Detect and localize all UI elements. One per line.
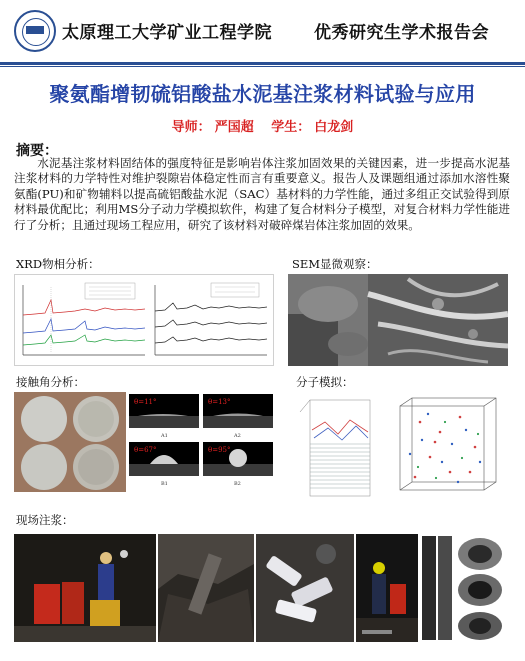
advisor-label: 导师： [171, 120, 211, 135]
angle-a1: θ=11° [134, 398, 157, 406]
borehole-images [420, 534, 512, 642]
xrd-label: XRD物相分析： [16, 257, 100, 271]
xrd-plots [15, 275, 273, 365]
poster-title: 聚氨酯增韧硫铝酸盐水泥基注浆材料试验与应用 [49, 82, 476, 106]
field-photo-2 [158, 534, 254, 642]
header-rule [0, 62, 525, 65]
label-a1: A1 [161, 433, 168, 439]
xrd-figure [14, 274, 274, 366]
forum-name: 优秀研究生学术报告会 [314, 23, 489, 43]
xrd-plot-right [155, 283, 267, 355]
xrd-plot-left [23, 283, 145, 355]
molecular-models [290, 392, 508, 504]
molecular-label: 分子模拟： [296, 375, 354, 389]
sem-image [288, 274, 508, 366]
sample-disks-photo [14, 392, 126, 492]
label-b1: B1 [161, 481, 168, 487]
abstract-heading: 摘要： [16, 143, 58, 159]
sem-micrograph [288, 274, 508, 366]
sem-label: SEM显微观察： [292, 257, 378, 271]
abstract-text: 水泥基注浆材料固结体的强度特征是影响岩体注浆加固效果的关键因素，进一步提高水泥基注浆材料的力学特性对维护裂隙岩体稳定性而言有重要意义。报告人及课题组通过添加水溶性聚氨酯(PU)和矿物辅料以提高硫铝酸盐水泥（SAC）基材料的力学性能，通过多组正交试验得到原材料最优配比；利用MS分子动力学模拟软件，构建了复合材料分子模型，对复合材料力学性能进行了分析；且通过现场工程应用，研究了该材料对破碎煤岩体注浆加固的效果。 [14, 156, 510, 232]
molecular-model-images [290, 392, 508, 504]
sample-disks [14, 392, 126, 492]
student-label: 学生： [271, 120, 311, 135]
box-model [400, 398, 496, 490]
field-grouting-label: 现场注浆： [16, 513, 74, 527]
angle-a2: θ=13° [208, 398, 231, 406]
university-logo [14, 10, 56, 52]
layered-model [300, 400, 370, 496]
school-name: 太原理工大学矿业工程学院 [62, 23, 272, 43]
author-line [0, 116, 525, 135]
header-rule-thin [0, 66, 525, 67]
field-photo-4 [356, 534, 418, 642]
contact-angle-images [128, 392, 274, 492]
angle-b2: θ=95° [208, 446, 231, 454]
abstract-body [14, 156, 510, 233]
field-photo-3 [256, 534, 354, 642]
field-photo-1 [14, 534, 156, 642]
student-name: 白龙剑 [314, 120, 354, 135]
label-b2: B2 [234, 481, 241, 487]
angle-b1: θ=67° [134, 446, 157, 454]
contact-angle-grid [128, 392, 274, 492]
contact-angle-label: 接触角分析： [16, 375, 85, 389]
advisor-name: 严国超 [214, 120, 254, 135]
label-a2: A2 [234, 433, 241, 439]
